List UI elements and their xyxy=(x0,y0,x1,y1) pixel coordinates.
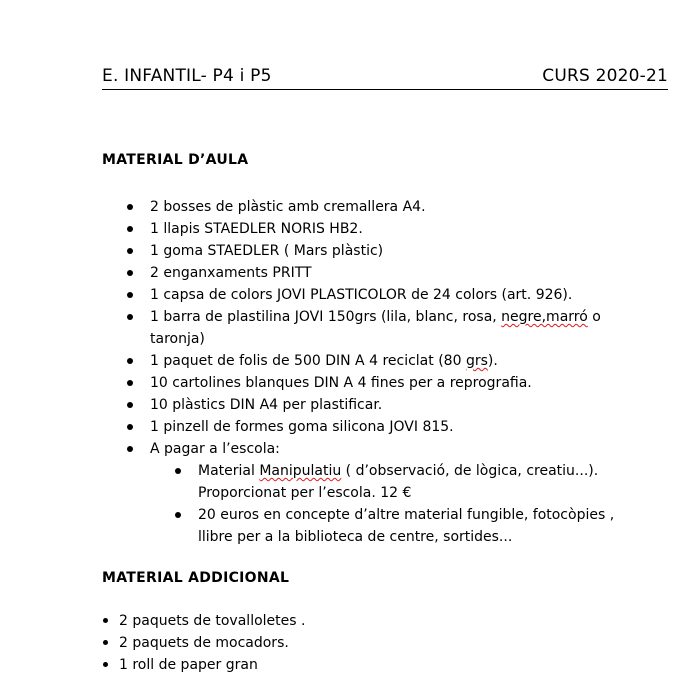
list-item-text: 1 paquet de folis de 500 DIN A 4 reciclat (80 xyxy=(150,353,466,369)
bullet-icon xyxy=(103,618,108,623)
list-item-text: 2 paquets de tovalloletes . xyxy=(119,613,306,629)
header-left: E. INFANTIL- P4 i P5 xyxy=(102,66,272,86)
list-item-text: 1 goma STAEDLER ( Mars plàstic) xyxy=(150,243,384,259)
material-addicional-list xyxy=(119,610,619,676)
misspelled-word: grs xyxy=(465,353,488,369)
material-aula-list xyxy=(150,196,650,548)
section-title-material-aula: MATERIAL D’AULA xyxy=(102,152,249,168)
list-item-text: 1 pinzell de formes goma silicona JOVI 815. xyxy=(150,419,454,435)
sub-list xyxy=(198,460,650,548)
list-item xyxy=(150,416,650,438)
list-item xyxy=(119,654,619,676)
bullet-icon xyxy=(127,292,133,298)
list-item-text: 2 bosses de plàstic amb cremallera A4. xyxy=(150,199,426,215)
list-item xyxy=(150,240,650,262)
bullet-icon xyxy=(175,512,181,518)
bullet-icon xyxy=(103,640,108,645)
sub-list-item xyxy=(198,460,650,504)
list-item-text: 10 cartolines blanques DIN A 4 fines per a reprografia. xyxy=(150,375,532,391)
list-item-text: 20 euros en concepte d’altre material fungible, fotocòpies , llibre per a la biblioteca de centre, sortides... xyxy=(198,507,615,545)
bullet-icon xyxy=(127,226,133,232)
list-item-text: 2 paquets de mocadors. xyxy=(119,635,289,651)
bullet-icon xyxy=(127,314,133,320)
list-item xyxy=(150,262,650,284)
list-item-text: ( d’observació, de lògica, creatiu...). Proporcionat per l’escola. 12 € xyxy=(198,463,599,501)
misspelled-word: negre,marró xyxy=(501,309,588,325)
bullet-icon xyxy=(127,358,133,364)
bullet-icon xyxy=(127,424,133,430)
list-item-text: 1 llapis STAEDLER NORIS HB2. xyxy=(150,221,363,237)
list-item xyxy=(150,372,650,394)
bullet-icon xyxy=(127,380,133,386)
header-rule xyxy=(102,89,668,90)
bullet-icon xyxy=(103,662,108,667)
misspelled-word: Manipulatiu xyxy=(259,463,342,479)
list-item-text: 1 capsa de colors JOVI PLASTICOLOR de 24 colors (art. 926). xyxy=(150,287,573,303)
bullet-icon xyxy=(127,248,133,254)
list-item-text: A pagar a l’escola: xyxy=(150,441,280,457)
list-item xyxy=(150,284,650,306)
list-item xyxy=(150,438,650,548)
list-item xyxy=(150,218,650,240)
list-item-text: ). xyxy=(487,353,498,369)
list-item-text: Material xyxy=(198,463,260,479)
bullet-icon xyxy=(127,204,133,210)
list-item-text: 2 enganxaments PRITT xyxy=(150,265,312,281)
list-item xyxy=(119,610,619,632)
list-item xyxy=(150,306,650,350)
bullet-icon xyxy=(127,270,133,276)
list-item xyxy=(150,350,650,372)
section-title-material-addicional: MATERIAL ADDICIONAL xyxy=(102,570,290,586)
list-item xyxy=(150,394,650,416)
list-item-text: o taronja) xyxy=(150,309,601,347)
list-item xyxy=(150,196,650,218)
bullet-icon xyxy=(175,468,181,474)
list-item-text: 1 roll de paper gran xyxy=(119,657,258,673)
list-item xyxy=(119,632,619,654)
bullet-icon xyxy=(127,402,133,408)
bullet-icon xyxy=(127,446,133,452)
sub-list-item xyxy=(198,504,650,548)
list-item-text: 10 plàstics DIN A4 per plastificar. xyxy=(150,397,383,413)
header-right: CURS 2020-21 xyxy=(542,66,668,86)
list-item-text: 1 barra de plastilina JOVI 150grs (lila, blanc, rosa, xyxy=(150,309,502,325)
